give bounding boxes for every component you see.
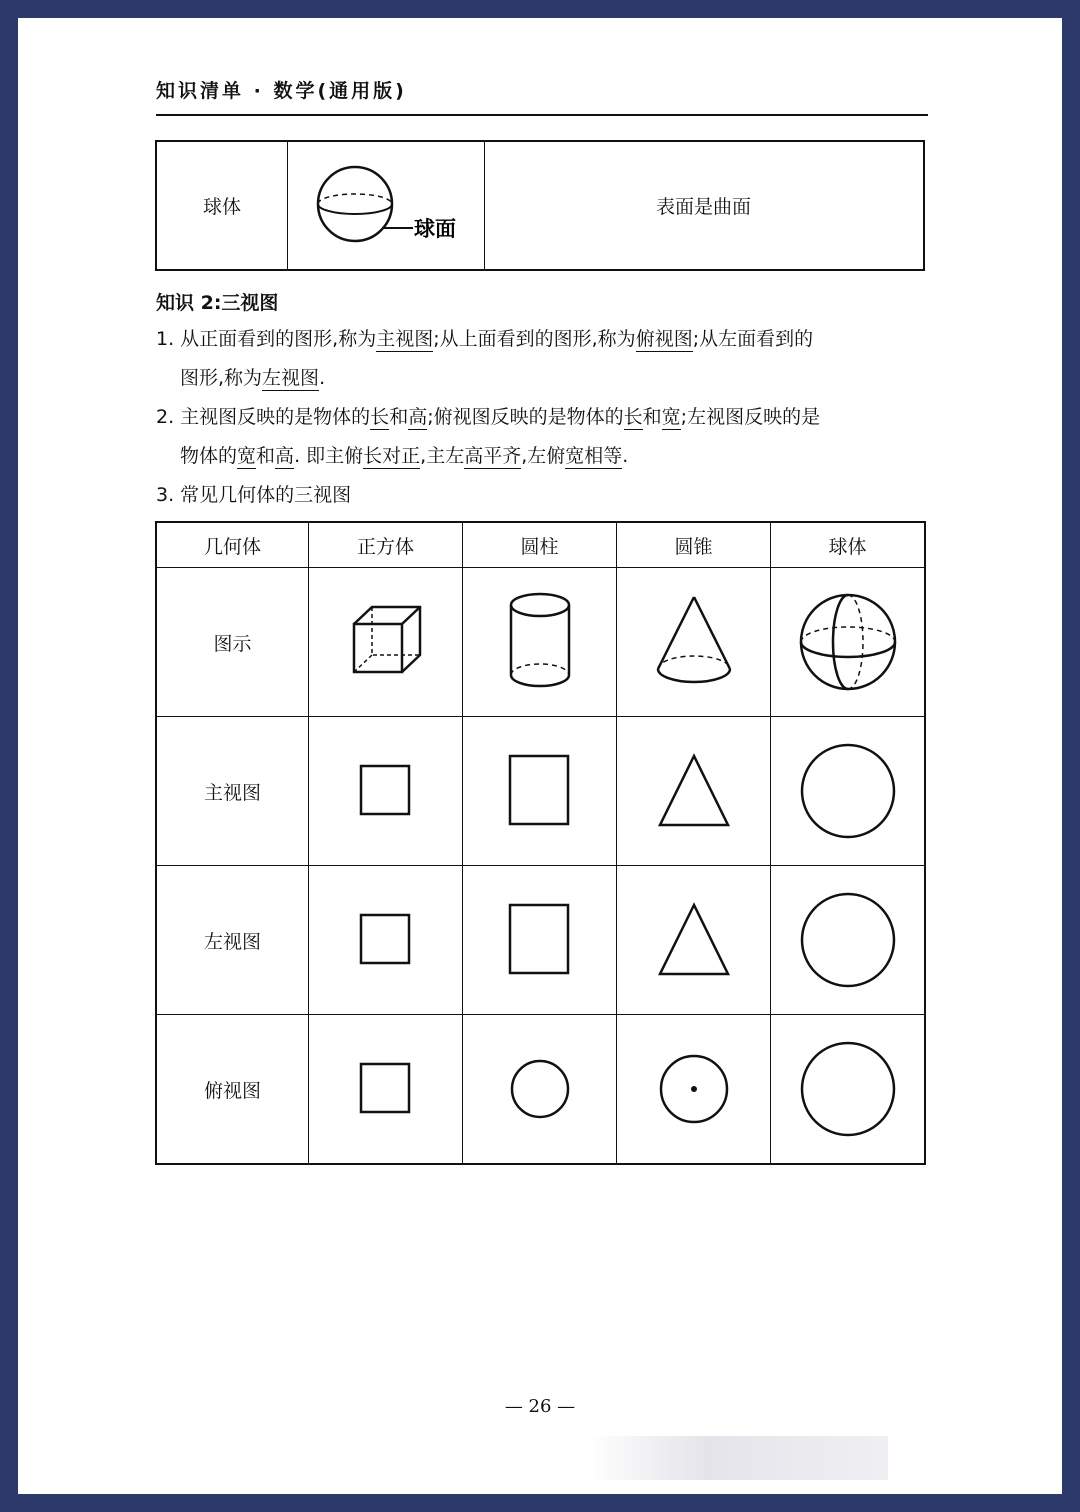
text: . 即主俯: [294, 445, 364, 467]
blank-answer: 左视图: [262, 367, 320, 389]
text: 和: [389, 406, 409, 428]
table-row: [156, 866, 925, 1015]
cylinder-figure-cell: [463, 568, 617, 717]
paragraph-3: 3. 常见几何体的三视图: [156, 484, 352, 506]
blank-answer: 宽: [661, 406, 681, 428]
sphere-figure-cell: [771, 568, 926, 717]
section-heading: 知识 2:三视图: [156, 292, 279, 314]
circle-shape: [798, 1039, 898, 1139]
circle-shape: [798, 741, 898, 841]
row-label-top-view: 俯视图: [156, 1015, 309, 1165]
table-row: [156, 1015, 925, 1165]
blank-answer: 长: [370, 406, 390, 428]
cube-figure-cell: [309, 568, 463, 717]
cube-left-view-cell: [309, 866, 463, 1015]
cube-3d-figure: [346, 597, 426, 687]
blank-answer: 高平齐: [464, 445, 522, 467]
blank-answer: 长: [623, 406, 643, 428]
header-title: 知识清单 · 数学(通用版): [156, 80, 407, 102]
text: ;从上面看到的图形,称为: [433, 328, 636, 350]
cube-top-view-cell: [309, 1015, 463, 1165]
table-row: [156, 717, 925, 866]
text: ;从左面看到的: [692, 328, 814, 350]
header-rule: [156, 114, 928, 116]
paragraph-2-line-2: [156, 437, 820, 476]
paragraph-2-line-1: [156, 398, 820, 437]
cone-top-view-cell: [617, 1015, 771, 1165]
text: ;左视图反映的是: [680, 406, 821, 428]
paragraph-1: [156, 320, 813, 398]
header-cone: 圆锥: [617, 522, 771, 568]
square-shape: [356, 761, 416, 821]
rectangle-shape: [505, 900, 575, 980]
row-label-figure: 图示: [156, 568, 309, 717]
text: 和: [256, 445, 276, 467]
cone-figure-cell: [617, 568, 771, 717]
sphere-name-cell: 球体: [157, 142, 288, 269]
cylinder-left-view-cell: [463, 866, 617, 1015]
circle-shape: [507, 1056, 573, 1122]
table-row: [156, 568, 925, 717]
paragraph-2: [156, 398, 820, 476]
text: ,左俯: [521, 445, 566, 467]
blank-answer: 高: [275, 445, 295, 467]
circle-with-center-dot-shape: [656, 1051, 732, 1127]
blank-answer: 俯视图: [635, 328, 693, 350]
page-number: — 26 —: [504, 1396, 576, 1417]
text: 物体的: [180, 445, 238, 467]
text: 1. 从正面看到的图形,称为: [156, 328, 377, 350]
triangle-shape: [654, 751, 734, 831]
cylinder-top-view-cell: [463, 1015, 617, 1165]
header-solid: 几何体: [156, 522, 309, 568]
table-header-row: [156, 522, 925, 568]
row-label-front-view: 主视图: [156, 717, 309, 866]
sphere-figure: [301, 156, 471, 256]
blank-answer: 高: [408, 406, 428, 428]
rectangle-shape: [505, 751, 575, 831]
header-sphere: 球体: [771, 522, 926, 568]
triangle-shape: [654, 900, 734, 980]
sphere-3d-figure: [793, 587, 903, 697]
sphere-row-table: [155, 140, 925, 271]
cone-left-view-cell: [617, 866, 771, 1015]
sphere-left-view-cell: [771, 866, 926, 1015]
header-cylinder: 圆柱: [463, 522, 617, 568]
circle-shape: [798, 890, 898, 990]
blank-answer: 主视图: [376, 328, 434, 350]
cylinder-front-view-cell: [463, 717, 617, 866]
square-shape: [356, 910, 416, 970]
sphere-top-view-cell: [771, 1015, 926, 1165]
text: ;俯视图反映的是物体的: [427, 406, 624, 428]
paragraph-1-line-1: [156, 320, 813, 359]
text: .: [319, 367, 326, 389]
cube-front-view-cell: [309, 717, 463, 866]
page: [18, 18, 1062, 1494]
blank-answer: 宽: [237, 445, 257, 467]
paragraph-1-line-2: [156, 359, 813, 398]
sphere-front-view-cell: [771, 717, 926, 866]
watermark-smear: [588, 1436, 888, 1480]
cone-3d-figure: [649, 587, 739, 697]
sphere-description-cell: 表面是曲面: [655, 196, 751, 218]
text: 和: [642, 406, 662, 428]
blank-answer: 宽相等: [565, 445, 623, 467]
three-views-table: [155, 521, 926, 1165]
cone-front-view-cell: [617, 717, 771, 866]
blank-answer: 长对正: [363, 445, 421, 467]
sphere-figure-cell: [287, 142, 485, 269]
text: 图形,称为: [180, 367, 263, 389]
text: ,主左: [420, 445, 465, 467]
text: .: [622, 445, 629, 467]
text: 2. 主视图反映的是物体的: [156, 406, 371, 428]
header-cube: 正方体: [309, 522, 463, 568]
sphere-surface-label: 球面: [413, 216, 456, 241]
row-label-left-view: 左视图: [156, 866, 309, 1015]
cylinder-3d-figure: [500, 587, 580, 697]
square-shape: [356, 1059, 416, 1119]
